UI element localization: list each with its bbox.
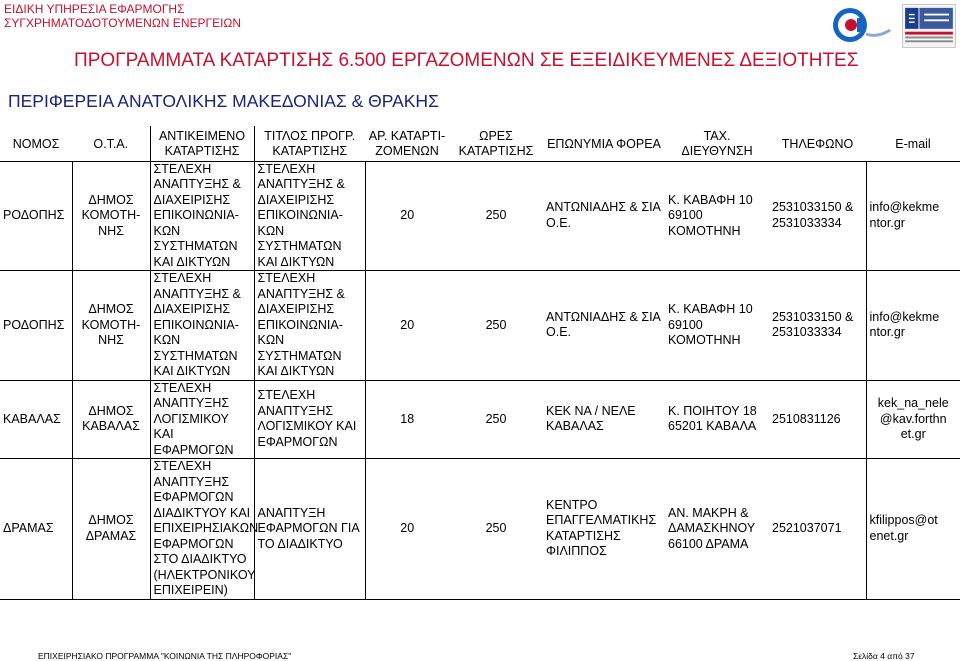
footer-program-name: ΕΠΙΧΕΙΡΗΣΙΑΚΟ ΠΡΟΓΡΑΜΜΑ "ΚΟΙΝΩΝΙΑ ΤΗΣ ΠΛΗΡΟΦΟΡΙΑΣ" [38,651,292,661]
cell-ota: ΔΗΜΟΣ ΚΟΜΟΤΗ-ΝΗΣ [72,271,150,381]
cell-tilefono: 2531033150 & 2531033334 [769,161,866,271]
col-header-dieuthynsi: ΤΑΧ. ΔΙΕΥΘΥΝΣΗ [681,128,753,159]
cell-ores: 250 [449,161,543,271]
cell-ar-katartizomenon: 20 [365,459,449,600]
cell-ar-katartizomenon: 18 [365,380,449,459]
eye-logo [902,4,956,48]
page-title: ΠΡΟΓΡΑΜΜΑΤΑ ΚΑΤΑΡΤΙΣΗΣ 6.500 ΕΡΓΑΖΟΜΕΝΩΝ ΣΕ ΕΞΕΙΔΙΚΕΥΜΕΝΕΣ ΔΕΞΙΟΤΗΤΕΣ [74,50,859,71]
cell-dieuthynsi: Κ. ΚΑΒΑΦΗ 10 69100 ΚΟΜΟΤΗΝΗ [665,161,769,271]
col-header-foreas: ΕΠΩΝΥΜΙΑ ΦΟΡΕΑ [547,136,661,151]
cell-foreas: ΚΕΝΤΡΟ ΕΠΑΓΓΕΛΜΑΤΙΚΗΣ ΚΑΤΑΡΤΙΣΗΣ ΦΙΛΙΠΠΟΣ [543,459,665,600]
table-row [0,380,960,459]
cell-nomos: ΡΟΔΟΠΗΣ [0,161,72,271]
table-row [0,161,960,271]
col-header-antikeimeno: ΑΝΤΙΚΕΙΜΕΝΟ ΚΑΤΑΡΤΙΣΗΣ [150,126,254,161]
at-logo [826,4,892,46]
cell-tilefono: 2510831126 [769,380,866,459]
cell-titlos: ΑΝΑΠΤΥΞΗ ΕΦΑΡΜΟΓΩΝ ΓΙΑ ΤΟ ΔΙΑΔΙΚΤΥΟ [254,459,365,600]
region-heading: ΠΕΡΙΦΕΡΕΙΑ ΑΝΑΤΟΛΙΚΗΣ ΜΑΚΕΔΟΝΙΑΣ & ΘΡΑΚΗΣ [8,91,439,111]
cell-antikeimeno: ΣΤΕΛΕΧΗ ΑΝΑΠΤΥΞΗΣ ΕΦΑΡΜΟΓΩΝ ΔΙΑΔΙΚΤΥΟΥ ΚΑΙ ΕΠΙΧΕΙΡΗΣΙΑΚΩΝ ΕΦΑΡΜΟΓΩΝ ΣΤΟ ΔΙΑΔΙΚΤΥΟ (ΗΛΕΚΤΡΟΝΙΚΟΥ ΕΠΙΧΕΙΡΕΙΝ) [150,459,254,600]
cell-nomos: ΔΡΑΜΑΣ [0,459,72,600]
cell-ores: 250 [449,271,543,381]
cell-antikeimeno: ΣΤΕΛΕΧΗ ΑΝΑΠΤΥΞΗΣ & ΔΙΑΧΕΙΡΙΣΗΣ ΕΠΙΚΟΙΝΩΝΙΑ-ΚΩΝ ΣΥΣΤΗΜΑΤΩΝ ΚΑΙ ΔΙΚΤΥΩΝ [150,161,254,271]
programs-table [0,126,960,600]
cell-tilefono: 2531033150 & 2531033334 [769,271,866,381]
cell-ores: 250 [449,380,543,459]
cell-dieuthynsi: ΑΝ. ΜΑΚΡΗ & ΔΑΜΑΣΚΗΝΟΥ 66100 ΔΡΑΜΑ [665,459,769,600]
cell-email: kfilippos@ot enet.gr [866,459,960,600]
cell-ota: ΔΗΜΟΣ ΚΟΜΟΤΗ-ΝΗΣ [72,161,150,271]
table-row [0,271,960,381]
col-header-nomos: ΝΟΜΟΣ [12,136,60,151]
cell-foreas: ΑΝΤΩΝΙΑΔΗΣ & ΣΙΑ Ο.Ε. [543,271,665,381]
cell-titlos: ΣΤΕΛΕΧΗ ΑΝΑΠΤΥΞΗΣ & ΔΙΑΧΕΙΡΙΣΗΣ ΕΠΙΚΟΙΝΩΝΙΑ-ΚΩΝ ΣΥΣΤΗΜΑΤΩΝ ΚΑΙ ΔΙΚΤΥΩΝ [254,271,365,381]
table-row [0,459,960,600]
cell-foreas: ΑΝΤΩΝΙΑΔΗΣ & ΣΙΑ Ο.Ε. [543,161,665,271]
col-header-tilefono: ΤΗΛΕΦΩΝΟ [781,136,854,151]
cell-dieuthynsi: Κ. ΠΟΙΗΤΟΥ 18 65201 ΚΑΒΑΛΑ [665,380,769,459]
cell-ar-katartizomenon: 20 [365,271,449,381]
cell-email: kek_na_nele @kav.forthn et.gr [866,380,960,459]
footer-page-number: Σελίδα 4 από 37 [853,651,915,661]
col-header-ota: Ο.Τ.Α. [93,136,129,151]
agency-name-line-2: ΣΥΓΧΡΗΜΑΤΟΔΟΤΟΥΜΕΝΩΝ ΕΝΕΡΓΕΙΩΝ [4,16,242,30]
cell-nomos: ΡΟΔΟΠΗΣ [0,271,72,381]
col-header-ar-katartizomenon: ΑΡ. ΚΑΤΑΡΤΙ-ΖΟΜΕΝΩΝ [368,128,446,159]
col-header-ores: ΩΡΕΣ ΚΑΤΑΡΤΙΣΗΣ [458,128,534,159]
cell-antikeimeno: ΣΤΕΛΕΧΗ ΑΝΑΠΤΥΞΗΣ & ΔΙΑΧΕΙΡΙΣΗΣ ΕΠΙΚΟΙΝΩΝΙΑ-ΚΩΝ ΣΥΣΤΗΜΑΤΩΝ ΚΑΙ ΔΙΚΤΥΩΝ [150,271,254,381]
cell-email: info@kekme ntor.gr [866,161,960,271]
cell-ota: ΔΗΜΟΣ ΚΑΒΑΛΑΣ [72,380,150,459]
cell-nomos: ΚΑΒΑΛΑΣ [0,380,72,459]
cell-tilefono: 2521037071 [769,459,866,600]
cell-titlos: ΣΤΕΛΕΧΗ ΑΝΑΠΤΥΞΗΣ & ΔΙΑΧΕΙΡΙΣΗΣ ΕΠΙΚΟΙΝΩΝΙΑ-ΚΩΝ ΣΥΣΤΗΜΑΤΩΝ ΚΑΙ ΔΙΚΤΥΩΝ [254,161,365,271]
cell-dieuthynsi: Κ. ΚΑΒΑΦΗ 10 69100 ΚΟΜΟΤΗΝΗ [665,271,769,381]
col-header-email: E-mail [895,136,931,151]
cell-foreas: ΚΕΚ ΝΑ / ΝΕΛΕ ΚΑΒΑΛΑΣ [543,380,665,459]
col-header-titlos: ΤΙΤΛΟΣ ΠΡΟΓΡ. ΚΑΤΑΡΤΙΣΗΣ [254,126,365,161]
cell-ar-katartizomenon: 20 [365,161,449,271]
cell-email: info@kekme ntor.gr [866,271,960,381]
cell-ota: ΔΗΜΟΣ ΔΡΑΜΑΣ [72,459,150,600]
cell-titlos: ΣΤΕΛΕΧΗ ΑΝΑΠΤΥΞΗΣ ΛΟΓΙΣΜΙΚΟΥ ΚΑΙ ΕΦΑΡΜΟΓΩΝ [254,380,365,459]
cell-antikeimeno: ΣΤΕΛΕΧΗ ΑΝΑΠΤΥΞΗΣ ΛΟΓΙΣΜΙΚΟΥ ΚΑΙ ΕΦΑΡΜΟΓΩΝ [150,380,254,459]
agency-name-line-1: ΕΙΔΙΚΗ ΥΠΗΡΕΣΙΑ ΕΦΑΡΜΟΓΗΣ [4,2,185,16]
table-header-row [0,126,960,161]
cell-ores: 250 [449,459,543,600]
